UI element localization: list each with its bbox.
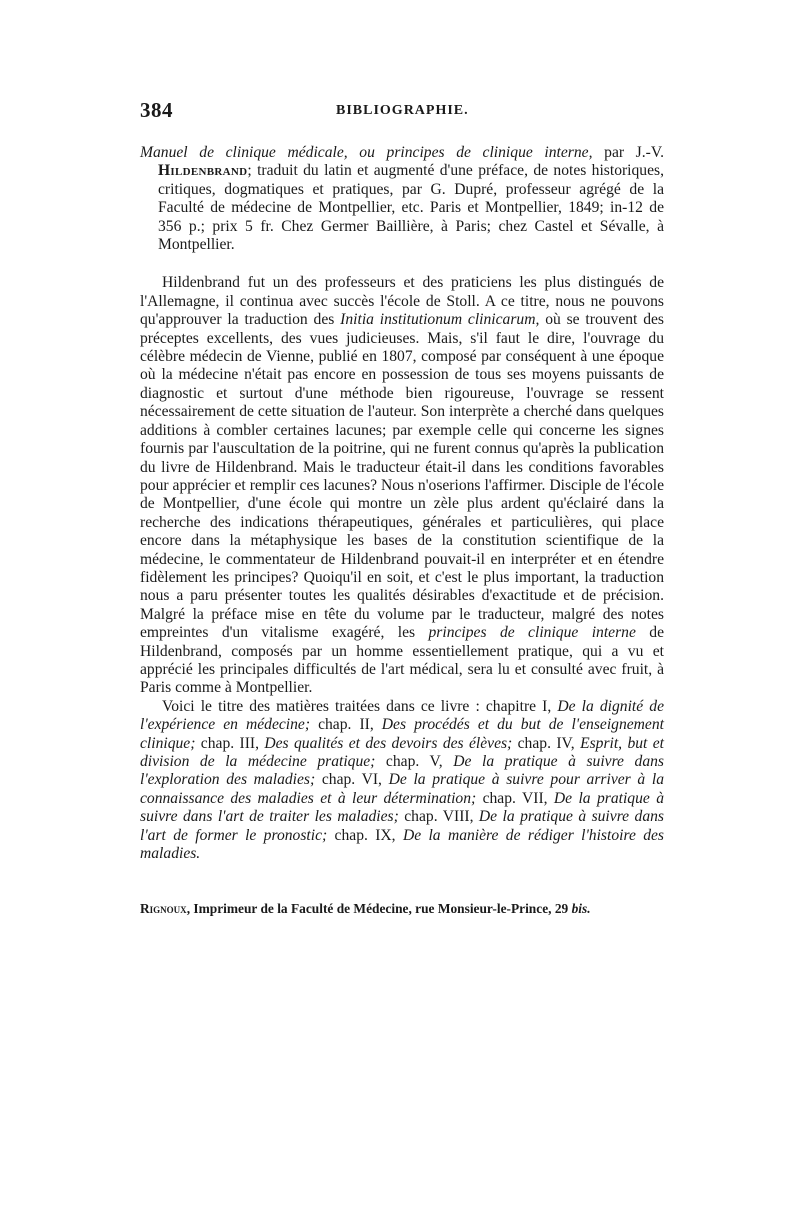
review-paragraph-1: Hildenbrand fut un des professeurs et des praticiens les plus distingués de l'Allemagne, il continua avec succès l'école de Stoll. A ce titre, nous ne pouvons qu'approuver la traduction des Initia institutionum clinicarum, où se trouvent des préceptes excellents, des vues judicieuses. Mais, s'il faut le dire, l'ouvrage du célèbre médecin de Vienne, publié en 1807, composé par conséquent à une époque où la médecine n'était pas encore en possession de tous ses moyens puissants de diagnostic et surtout d'une méthode bien rigoureuse, l'ouvrage se ressent nécessairement de cette situation de l'auteur. Son interprète a cherché dans quelques additions à combler certaines lacunes; par exemple celle qui concerne les signes fournis par l'auscultation de la poitrine, qui ne furent connus qu'après la publication du livre de Hildenbrand. Mais le traducteur était-il dans les conditions favorables pour apprécier et remplir ces lacunes? Nous n'oserions l'affirmer. Disciple de l'école de Montpellier, d'une école qui montre un zèle plus ardent qu'éclairé dans la recherche des indications thérapeutiques, générales et particulières, qui place encore dans la métaphysique les bases de la constitution scientifique de la médecine, le commentateur de Hildenbrand pouvait-il en interpréter et en étendre fidèlement les principes? Quoiqu'il en soit, et c'est le plus important, la traduction nous a paru présenter toutes les qualités désirables d'exactitude et de précision. Malgré la préface mise en tête du volume par le traducteur, malgré des notes empreintes d'un vitalisme exagéré, les principes de clinique interne de Hildenbrand, composés par un homme essentiellement pratique, qui a vu et apprécié les principales difficultés de l'art médical, sera lu et consulté avec fruit, à Paris comme à Montpellier.	[140, 274, 664, 697]
printer-address-suffix: bis.	[571, 901, 591, 917]
page-number: 384	[140, 98, 173, 122]
chapter-title: De la manière de rédiger l'histoire des maladies.	[140, 826, 664, 863]
printer-name: Rignoux	[140, 901, 187, 917]
latin-title: Initia institutionum clinicarum,	[340, 311, 540, 329]
chapter-title: De la pratique à suivre dans l'art de former le pronostic;	[140, 808, 664, 844]
chapter-title: De la pratique à suivre pour arriver à la connaissance des maladies et à leur détermination;	[140, 771, 664, 807]
work-title: principes de clinique interne	[428, 624, 636, 642]
author-name: Hildenbrand	[158, 162, 248, 180]
document-page	[140, 96, 664, 917]
printer-address: , Imprimeur de la Faculté de Médecine, rue Monsieur-le-Prince, 29	[186, 901, 572, 917]
by-label: par J.-V.	[604, 144, 664, 161]
chapter-title: De la pratique à suivre dans l'art de traiter les maladies;	[140, 789, 664, 826]
chapter-title: Des qualités et des devoirs des élèves;	[264, 734, 513, 752]
chapter-title: Des procédés et du but de l'enseignement clinique;	[140, 716, 664, 752]
bibliographic-entry	[140, 144, 664, 254]
running-title: BIBLIOGRAPHIE.	[336, 103, 469, 118]
review-paragraph-2: Voici le titre des matières traitées dans ce livre : chapitre I, De la dignité de l'expérience en médecine; chap. II, Des procédés et du but de l'enseignement clinique; chap. III, Des qualités et des devoirs des élèves; chap. IV, Esprit, but et division de la médecine pratique; chap. V, De la pratique à suivre dans l'exploration des maladies; chap. VI, De la pratique à suivre pour arriver à la connaissance des maladies et à leur détermination; chap. VII, De la pratique à suivre dans l'art de traiter les maladies; chap. VIII, De la pratique à suivre dans l'art de former le pronostic; chap. IX, De la manière de rédiger l'histoire des maladies.	[140, 697, 665, 863]
chapter-title: Esprit, but et division de la médecine pratique;	[140, 734, 665, 770]
printer-imprint	[140, 901, 664, 917]
book-title: Manuel de clinique médicale, ou principes de clinique interne,	[140, 144, 593, 161]
chapter-title: De la dignité de l'expérience en médecine;	[140, 697, 664, 734]
review-text	[140, 274, 664, 863]
chapter-title: De la pratique à suivre dans l'exploration des maladies;	[140, 753, 664, 789]
running-head	[140, 96, 664, 130]
entry-description: ; traduit du latin et augmenté d'une préface, de notes historiques, critiques, dogmatiques et pratiques, par G. Dupré, professeur agrégé de la Faculté de médecine de Montpellier, etc. Paris et Montpellier, 1849; in-12 de 356 p.; prix 5 fr. Chez Germer Baillière, à Paris; chez Castel et Sévalle, à Montpellier.	[158, 162, 664, 254]
